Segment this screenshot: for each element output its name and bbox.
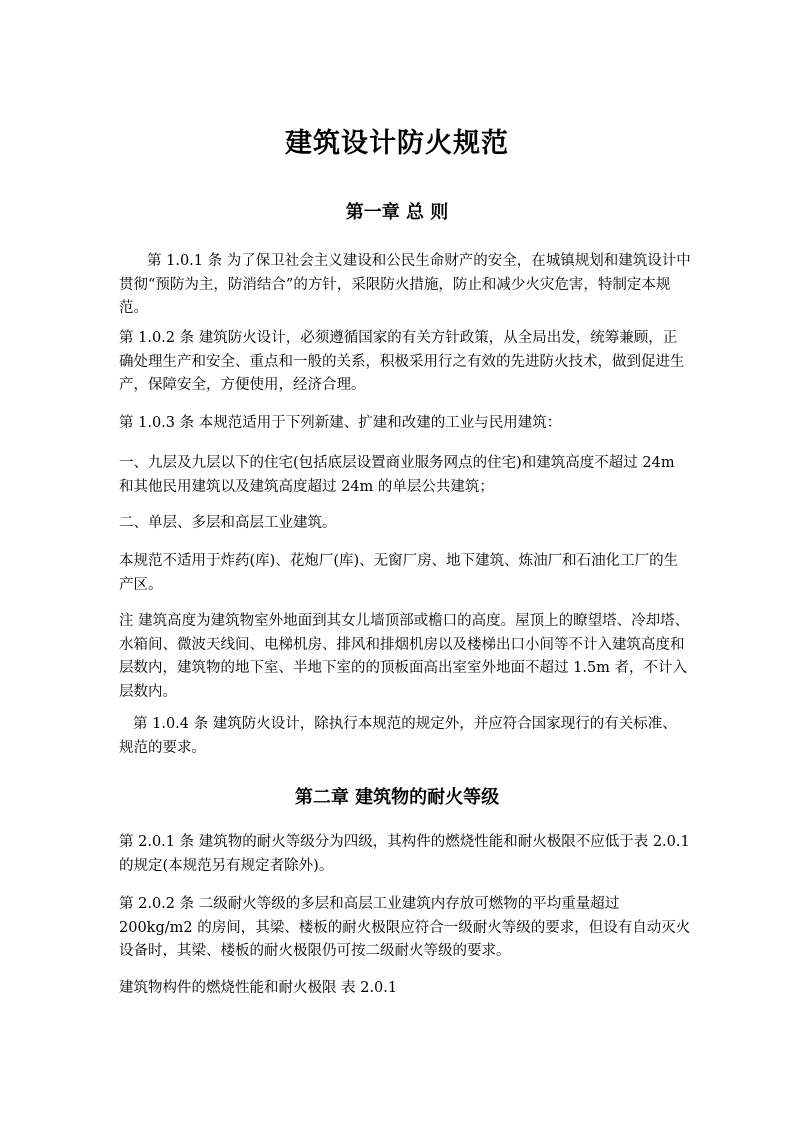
article-1-0-2: 第 1.0.2 条 建筑防火设计，必须遵循国家的有关方针政策，从全局出发，统筹兼顾，正确处理生产和安全、重点和一般的关系，积极采用行之有效的先进防火技术，做到促进生产，保障安全，方便使用，经济合理。 [119, 330, 685, 393]
article-1-0-4: 第 1.0.4 条 建筑防火设计，除执行本规范的规定外，并应符合国家现行的有关标准、规范的要求。 [119, 716, 677, 756]
chapter-2-heading: 第二章 建筑物的耐火等级 [294, 787, 500, 808]
scope-exclusion-paragraph: 本规范不适用于炸药(库)、花炮厂(库)、无窗厂房、地下建筑、炼油厂和石油化工厂的生产区。 [119, 553, 679, 593]
note-paragraph: 注 建筑高度为建筑物室外地面到其女儿墙顶部或檐口的高度。屋顶上的瞭望塔、冷却塔、水箱间、微波天线间、电梯机房、排风和排烟机房以及楼梯出口小间等不计入建筑高度和层数内，建筑物的地下室、半地下室的的顶板面高出室室外地面不超过 1.5m 者，不计入层数内。 [119, 613, 690, 700]
article-1-0-3-item-2: 二、单层、多层和高层工业建筑。 [119, 515, 337, 531]
article-1-0-3: 第 1.0.3 条 本规范适用于下列新建、扩建和改建的工业与民用建筑： [119, 415, 562, 431]
article-1-0-1: 第 1.0.1 条 为了保卫社会主义建设和公民生命财产的安全，在城镇规划和建筑设计中贯彻“预防为主，防消结合”的方针，采限防火措施，防止和减少火灾危害，特制定本规范。 [119, 253, 691, 316]
document-title: 建筑设计防火规范 [285, 128, 509, 159]
chapter-1-heading: 第一章 总 则 [345, 202, 449, 223]
table-caption: 建筑物构件的燃烧性能和耐火极限 表 2.0.1 [119, 980, 398, 996]
article-2-0-1: 第 2.0.1 条 建筑物的耐火等级分为四级，其构件的燃烧性能和耐火极限不应低于表 2.0.1 的规定(本规范另有规定者除外)。 [119, 834, 690, 874]
article-2-0-2: 第 2.0.2 条 二级耐火等级的多层和高层工业建筑内存放可燃物的平均重量超过 200kg/m2 的房间，其梁、楼板的耐火极限应符合一级耐火等级的要求，但设有自动灭火设备时，其梁、楼板的耐火极限仍可按二级耐火等级的要求。 [119, 896, 691, 959]
article-1-0-3-item-1: 一、九层及九层以下的住宅(包括底层设置商业服务网点的住宅)和建筑高度不超过 24m 和其他民用建筑以及建筑高度超过 24m 的单层公共建筑； [119, 455, 675, 495]
